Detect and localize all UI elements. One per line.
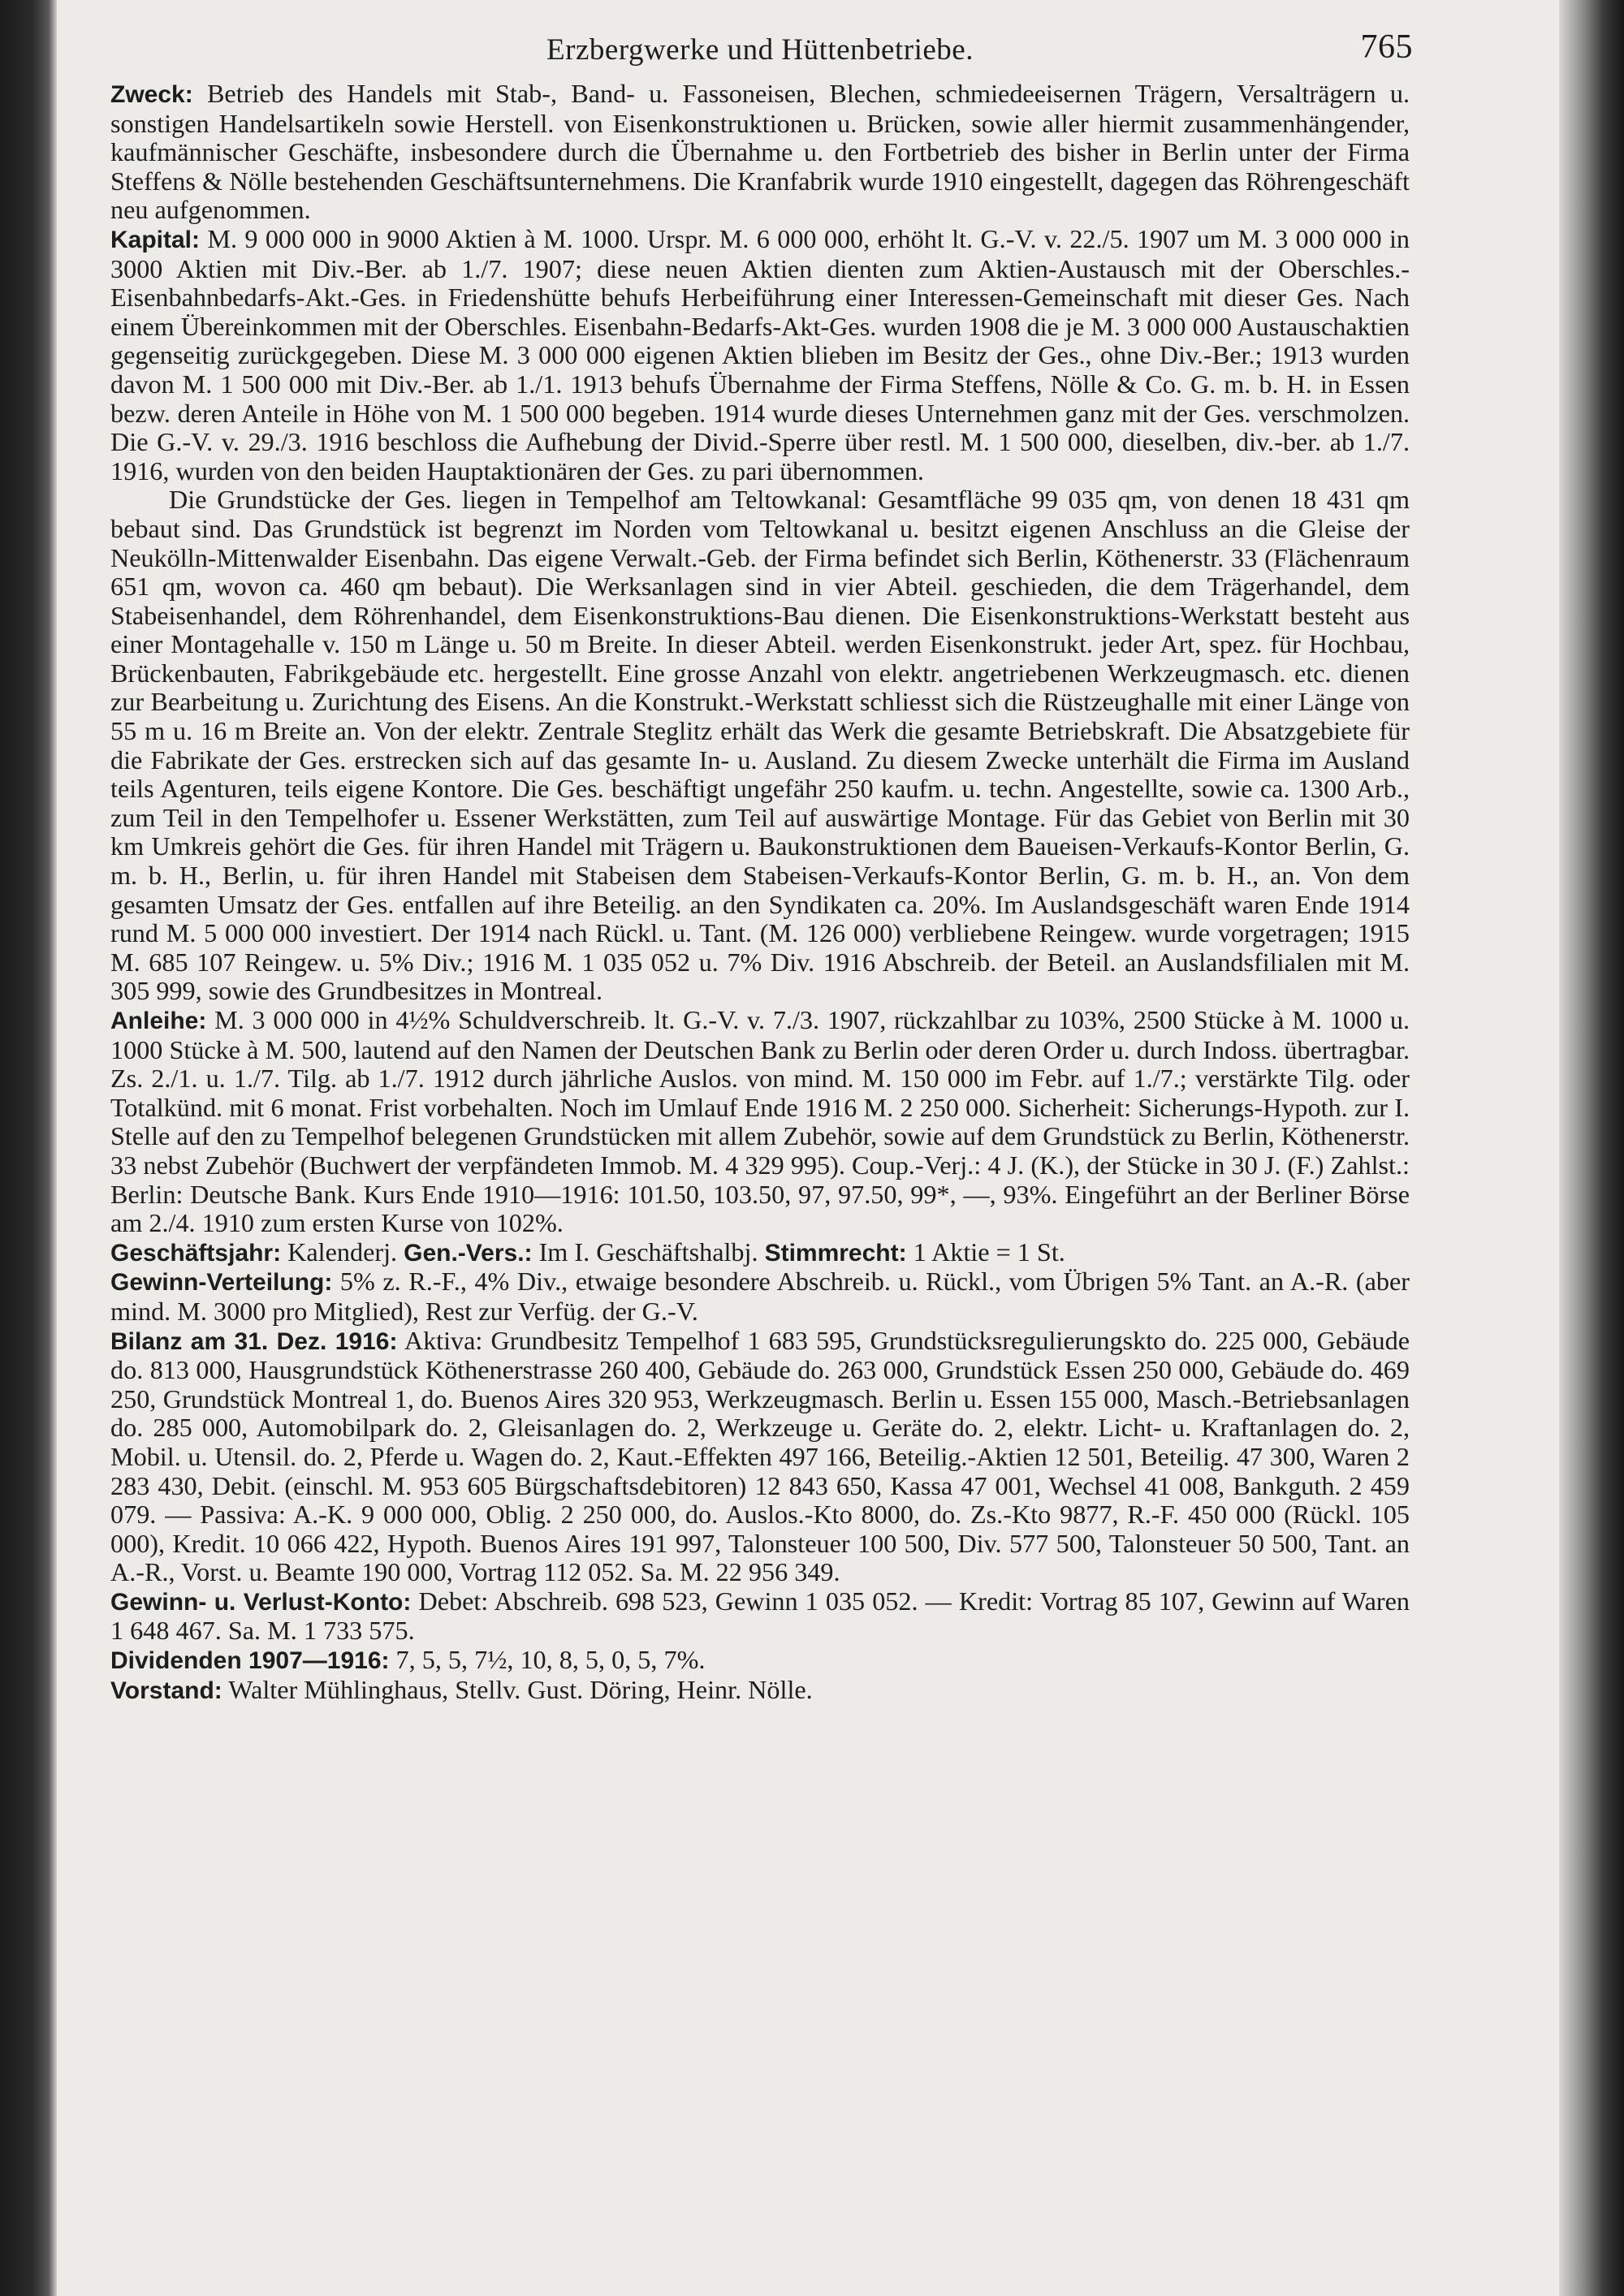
paragraph-bilanz <box>110 1327 1410 1587</box>
page <box>110 28 1413 1705</box>
paragraph-kapital <box>110 225 1410 486</box>
paragraph-text: Im I. Geschäftshalbj. <box>532 1236 765 1267</box>
header-title: Erzbergwerke und Hüttenbetriebe. <box>546 33 974 67</box>
section-label: Kapital: <box>110 226 201 253</box>
paragraph-text: Walter Mühlinghaus, Stellv. Gust. Döring, Heinr. Nölle. <box>222 1674 813 1704</box>
page-number: 765 <box>1360 28 1413 66</box>
running-header <box>110 28 1413 80</box>
section-label: Anleihe: <box>110 1008 207 1034</box>
paragraph-vorstand <box>110 1676 1410 1706</box>
paragraph-zweck <box>110 80 1410 225</box>
paragraph-text: Debet: Abschreib. 698 523, Gewinn 1 035 052. — Kredit: Vortrag 85 107, Gewinn auf Waren 1 648 467. Sa. M. 1 733 575. <box>110 1586 1410 1646</box>
paragraph-text: 5% z. R.-F., 4% Div., etwaige besondere Abschreib. u. Rückl., vom Übrigen 5% Tant. an A.-R. (aber mind. M. 3000 pro Mitglied), Rest zur Verfüg. der G.-V. <box>110 1267 1410 1326</box>
paragraph-text: 7, 5, 5, 7½, 10, 8, 5, 0, 5, 7%. <box>389 1645 706 1675</box>
paragraph-text: Betrieb des Handels mit Stab-, Band- u. Fassoneisen, Blechen, schmiedeeisernen Trägern, Versalträgern u. sonstigen Handelsartikeln sowie Herstell. von Eisenkonstruktionen u. Brücken, sowie aller hiermit zusammenhängender, kaufmännischer Geschäfte, insbesondere durch die Übernahme u. den Fortbetrieb des bisher in Berlin unter der Firma Steffens & Nölle bestehenden Geschäftsunternehmens. Die Kranfabrik wurde 1910 eingestellt, dagegen das Röhrengeschäft neu aufgenommen. <box>110 79 1410 225</box>
paragraph-anleihe <box>110 1006 1410 1238</box>
paragraph-text: M. 9 000 000 in 9000 Aktien à M. 1000. Urspr. M. 6 000 000, erhöht lt. G.-V. v. 22./5. 1907 um M. 3 000 000 in 3000 Aktien mit Div.-Ber. ab 1./7. 1907; diese neuen Aktien dienten zum Aktien-Austausch mit der Oberschles.-Eisenbahnbedarfs-Akt.-Ges. in Friedenshütte behufs Herbeiführung einer Interessen-Gemeinschaft mit dieser Ges. Nach einem Übereinkommen mit der Oberschles. Eisenbahn-Bedarfs-Akt-Ges. wurden 1908 die je M. 3 000 000 Austauschaktien gegenseitig zurückgegeben. Diese M. 3 000 000 eigenen Aktien blieben im Besitz der Ges., ohne Div.-Ber.; 1913 wurden davon M. 1 500 000 mit Div.-Ber. ab 1./1. 1913 behufs Übernahme der Firma Steffens, Nölle & Co. G. m. b. H. in Essen bezw. deren Anteile in Höhe von M. 1 500 000 begeben. 1914 wurde dieses Unternehmen ganz mit der Ges. verschmolzen. Die G.-V. v. 29./3. 1916 beschloss die Aufhebung der Divid.-Sperre über restl. M. 1 500 000, dieselben, div.-ber. ab 1./7. 1916, wurden von den beiden Hauptaktionären der Ges. zu pari übernommen. <box>110 223 1410 486</box>
scan-edge-left <box>0 0 57 2296</box>
paragraph-gewinn-verlust <box>110 1587 1410 1646</box>
section-label: Geschäftsjahr: <box>110 1239 282 1267</box>
section-label: Gewinn-Verteilung: <box>110 1269 333 1297</box>
paragraph-text: Kalenderj. <box>281 1236 404 1267</box>
paragraph-gewinn-verteilung <box>110 1267 1410 1326</box>
section-label: Gen.-Vers.: <box>404 1239 533 1267</box>
section-label: Gewinn- u. Verlust-Konto: <box>110 1588 412 1616</box>
document-body <box>110 80 1410 1705</box>
section-label: Bilanz am 31. Dez. 1916: <box>110 1327 398 1355</box>
paragraph-text: M. 3 000 000 in 4½% Schuldverschreib. lt. G.-V. v. 7./3. 1907, rückzahlbar zu 103%, 2500 Stücke à M. 1000 u. 1000 Stücke à M. 500, lautend auf den Namen der Deutschen Bank zu Berlin oder deren Order u. durch Indoss. übertragbar. Zs. 2./1. u. 1./7. Tilg. ab 1./7. 1912 durch jährliche Auslos. von mind. M. 150 000 im Febr. auf 1./7.; verstärkte Tilg. oder Totalkünd. mit 6 monat. Frist vorbehalten. Noch im Umlauf Ende 1916 M. 2 250 000. Sicherheit: Sicherungs-Hypoth. zur I. Stelle auf den zu Tempelhof belegenen Grundstücken mit allem Zubehör, sowie auf dem Grundstück zu Berlin, Köthenerstr. 33 nebst Zubehör (Buchwert der verpfändeten Immob. M. 4 329 995). Coup.-Verj.: 4 J. (K.), der Stücke in 30 J. (F.) Zahlst.: Berlin: Deutsche Bank. Kurs Ende 1910—1916: 101.50, 103.50, 97, 97.50, 99*, —, 93%. Eingeführt an der Berliner Börse am 2./4. 1910 zum ersten Kurse von 102%. <box>110 1005 1410 1238</box>
section-label: Vorstand: <box>110 1677 222 1704</box>
paragraph-dividenden <box>110 1646 1410 1676</box>
paragraph-text: 1 Aktie = 1 St. <box>906 1236 1065 1267</box>
scan-edge-right <box>1559 0 1624 2296</box>
paragraph-geschaeftsjahr <box>110 1238 1410 1268</box>
paragraph-text: Aktiva: Grundbesitz Tempelhof 1 683 595, Grundstücksregulierungskto do. 225 000, Gebäude do. 813 000, Hausgrundstück Köthenerstrasse 260 400, Gebäude do. 263 000, Grundstück Essen 250 000, Gebäude do. 469 250, Grundstück Montreal 1, do. Buenos Aires 320 953, Werkzeugmasch. Berlin u. Essen 155 000, Masch.-Betriebsanlagen do. 285 000, Automobilpark do. 2, Gleisanlagen do. 2, Werkzeuge u. Geräte do. 2, elektr. Licht- u. Kraftanlagen do. 2, Mobil. u. Utensil. do. 2, Pferde u. Wagen do. 2, Kaut.-Effekten 497 166, Beteilig.-Aktien 12 501, Beteilig. 47 300, Waren 2 283 430, Debit. (einschl. M. 953 605 Bürgschaftsdebitoren) 12 843 650, Kassa 47 001, Wechsel 41 008, Bankguth. 2 459 079. — Passiva: A.-K. 9 000 000, Oblig. 2 250 000, do. Auslos.-Kto 8000, do. Zs.-Kto 9877, R.-F. 450 000 (Rückl. 105 000), Kredit. 10 066 422, Hypoth. Buenos Aires 191 997, Talonsteuer 100 500, Div. 577 500, Talonsteuer 50 500, Tant. an A.-R., Vorst. u. Beamte 190 000, Vortrag 112 052. Sa. M. 22 956 349. <box>110 1325 1410 1587</box>
paragraph-text: Die Grundstücke der Ges. liegen in Tempelhof am Teltowkanal: Gesamtfläche 99 035 qm, von denen 18 431 qm bebaut sind. Das Grundstück ist begrenzt im Norden vom Teltowkanal u. besitzt eigenen Anschluss an die Gleise der Neukölln-Mittenwalder Eisenbahn. Das eigene Verwalt.-Geb. der Firma befindet sich Berlin, Köthenerstr. 33 (Flächenraum 651 qm, wovon ca. 460 qm bebaut). Die Werksanlagen sind in vier Abteil. geschieden, die dem Trägerhandel, dem Stabeisenhandel, dem Röhrenhandel, dem Eisenkonstruktions-Bau dienen. Die Eisenkonstruktions-Werkstatt besteht aus einer Montagehalle v. 150 m Länge u. 50 m Breite. In dieser Abteil. werden Eisenkonstrukt. jeder Art, spez. für Hochbau, Brückenbauten, Fabrikgebäude etc. hergestellt. Eine grosse Anzahl von elektr. angetriebenen Werkzeugmasch. etc. dienen zur Bearbeitung u. Zurichtung des Eisens. An die Konstrukt.-Werkstatt schliesst sich die Rüstzeughalle mit einer Länge von 55 m u. 16 m Breite an. Von der elektr. Zentrale Steglitz erhält das Werk die gesamte Betriebskraft. Die Absatzgebiete für die Fabrikate der Ges. erstrecken sich auf das gesamte In- u. Ausland. Zu diesem Zwecke unterhält die Firma im Ausland teils Agenturen, teils eigene Kontore. Die Ges. beschäftigt ungefähr 250 kaufm. u. techn. Angestellte, sowie ca. 1300 Arb., zum Teil in den Tempelhofer u. Essener Werkstätten, zum Teil auf auswärtige Montage. Für das Gebiet von Berlin mit 30 km Umkreis gehört die Ges. für ihren Handel mit Trägern u. Baukonstruktionen dem Baueisen-Verkaufs-Kontor Berlin, G. m. b. H., Berlin, u. für ihren Handel mit Stabeisen dem Stabeisen-Verkaufs-Kontor Berlin, G. m. b. H., an. Von dem gesamten Umsatz der Ges. entfallen auf ihre Beteilig. an den Syndikaten ca. 20%. Im Auslandsgeschäft waren Ende 1914 rund M. 5 000 000 investiert. Der 1914 nach Rückl. u. Tant. (M. 126 000) verbliebene Reingew. wurde vorgetragen; 1915 M. 685 107 Reingew. u. 5% Div.; 1916 M. 1 035 052 u. 7% Div. 1916 Abschreib. der Beteil. an Auslandsfilialen mit M. 305 999, sowie des Grundbesitzes in Montreal. <box>110 485 1410 1006</box>
paragraph-grundstuecke <box>110 486 1410 1006</box>
section-label: Zweck: <box>110 81 193 108</box>
section-label: Dividenden 1907—1916: <box>110 1647 390 1675</box>
section-label: Stimmrecht: <box>764 1239 907 1267</box>
